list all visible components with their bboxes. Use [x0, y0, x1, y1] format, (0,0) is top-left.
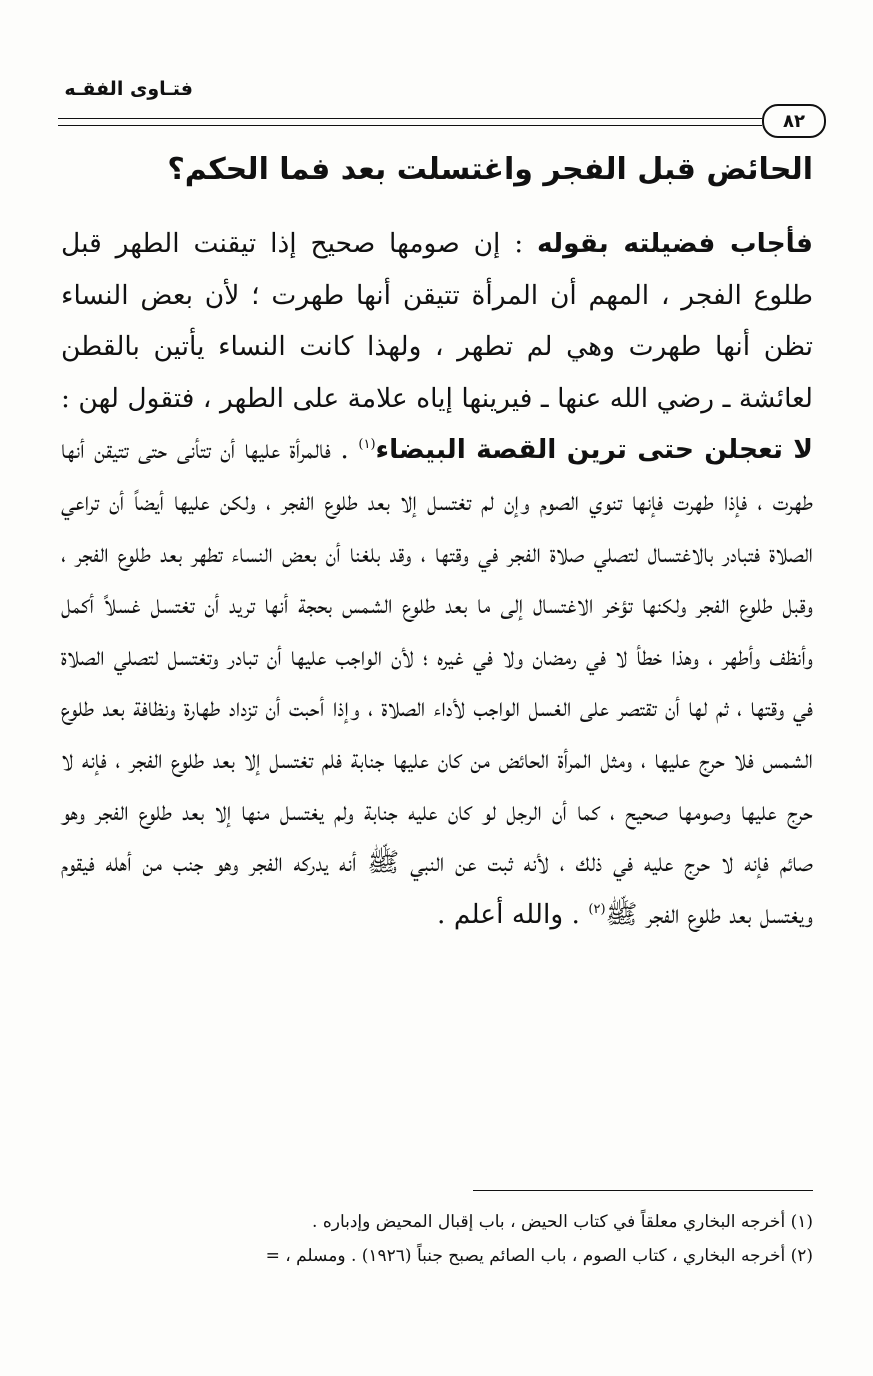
answer-lead: فأجاب فضيلته بقوله — [537, 228, 813, 259]
answer-text-part-2: . فالمرأة عليها أن تتأنى حتى تتيقن أنها طهرت ، فإذا طهرت فإنها تنوي الصوم وإن لم تغتسل إلا بعد طلوع الفجر ، ولكن عليها أيضاً أن تراعي الصلاة فتبادر بالاغتسال لتصلي صلاة الفجر في وقتها ، وقد بلغنا أن بعض النساء تطهر بعد طلوع الفجر ، وقبل طلوع الفجر ولكنها تؤخر الاغتسال إلى ما بعد طلوع الشمس بحجة أنها تريد أن تغتسل غسلاً أكمل وأنظف وأطهر ، وهذا خطأ لا في رمضان ولا في غيره ؛ لأن الواجب عليها أن تبادر وتغتسل لتصلي الصلاة في وقتها ، ثم لها أن تقتصر على الغسل الواجب لأداء الصلاة ، وإذا أحبت أن تزداد طهارة ونظافة بعد طلوع الشمس فلا حرج عليها ، ومثل المرأة الحائض من كان عليها جنابة فلم تغتسل إلا بعد طلوع الفجر ، فإنه لا حرج عليها وصومها صحيح ، كما أن الرجل لو كان عليه جنابة ولم يغتسل منها إلا بعد طلوع الفجر وهو صائم فإنه لا حرج عليه في ذلك ، لأنه ثبت عن النبي ﷺ أنه يدركه الفجر وهو جنب من أهله فيقوم ويغتسل بعد طلوع الفجر ﷺ — [61, 434, 814, 930]
footnote-reference-1: (١) — [358, 437, 376, 453]
hadith-quote: لا تعجلن حتى ترين القصة البيضاء — [375, 434, 813, 466]
answer-body — [61, 218, 813, 940]
running-header-title: فتـاوى الفقـه — [64, 78, 193, 100]
answer-text-part-1: : إن صومها صحيح إذا تيقنت الطهر قبل طلوع الفجر ، المهم أن المرأة تتيقن أنها طهرت ؛ لأن بعض النساء تظن أنها طهرت وهي لم تطهر ، ولهذا كانت النساء يأتين بالقطن لعائشة ـ رضي الله عنها ـ فيرينها إياه علامة على الطهر ، فتقول لهن : — [61, 228, 813, 414]
footnote-2: (٢) أخرجه البخاري ، كتاب الصوم ، باب الصائم يصبح جنباً (١٩٢٦) . ومسلم ، = — [265, 1246, 813, 1266]
page-number — [762, 104, 826, 138]
footnote-1: (١) أخرجه البخاري معلقاً في كتاب الحيض ، باب إقبال المحيض وإدباره . — [312, 1212, 813, 1232]
footnotes — [61, 1205, 813, 1273]
question-heading: الحائض قبل الفجر واغتسلت بعد فما الحكم؟ — [167, 152, 813, 187]
footnote-reference-2: (٢) — [588, 901, 606, 917]
header-double-rule — [58, 118, 762, 126]
page-number-text: ٨٢ — [783, 110, 805, 132]
answer-text-part-3: . والله أعلم . — [437, 898, 580, 930]
footnote-separator — [473, 1190, 813, 1191]
